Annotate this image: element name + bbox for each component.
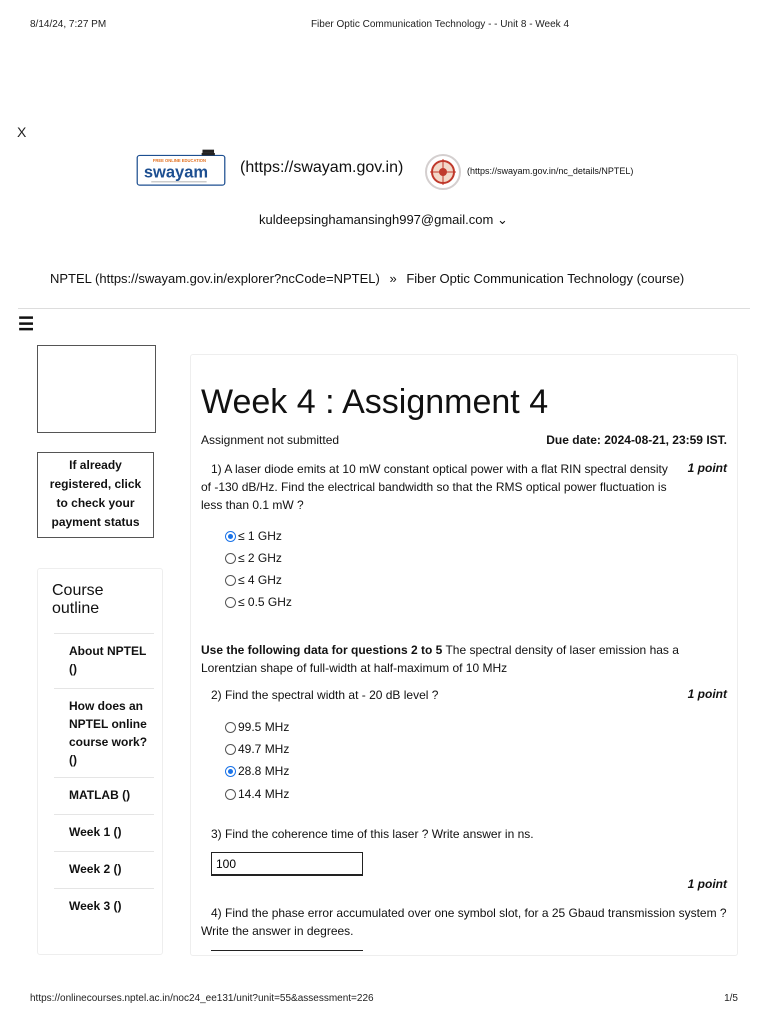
question-1-text: 1) A laser diode emits at 10 mW constant optical power with a flat RIN spectral density of -130 dB/Hz. Find the electrical bandwidth so that the RMS optical power fluctuation is less than 0.1 mW ? xyxy=(201,462,668,512)
header-divider xyxy=(18,308,750,309)
outline-item-matlab[interactable]: MATLAB () xyxy=(54,777,154,814)
radio-selected-icon[interactable] xyxy=(225,531,236,542)
breadcrumb-nptel[interactable]: NPTEL (https://swayam.gov.in/explorer?ncCode=NPTEL) xyxy=(50,271,380,286)
chevron-down-icon: ⌄ xyxy=(496,212,508,227)
swayam-logo[interactable] xyxy=(127,148,235,191)
course-outline xyxy=(37,568,163,955)
radio-icon[interactable] xyxy=(225,722,236,733)
radio-icon[interactable] xyxy=(225,597,236,608)
swayam-logo-word: swayam xyxy=(143,162,209,182)
question-4-answer-input[interactable] xyxy=(211,950,363,951)
swayam-logo-tag: FREE ONLINE EDUCATION xyxy=(152,158,207,164)
question-2-text: 2) Find the spectral width at - 20 dB level ? xyxy=(211,688,439,702)
hamburger-menu-icon[interactable]: ☰ xyxy=(18,314,35,334)
q1-option[interactable]: ≤ 1 GHz xyxy=(225,529,282,543)
sidebar-image-box xyxy=(37,345,156,433)
common-data-text: Use the following data for questions 2 to 5 The spectral density of laser emission has a Lorentzian shape of full-width at half-maximum of 10 MHz xyxy=(201,643,679,675)
question-3-text: 3) Find the coherence time of this laser ? Write answer in ns. xyxy=(211,827,534,841)
q2-option[interactable]: 14.4 MHz xyxy=(225,787,289,801)
print-datetime: 8/14/24, 7:27 PM xyxy=(30,19,107,30)
radio-icon[interactable] xyxy=(225,789,236,800)
q1-option[interactable]: ≤ 2 GHz xyxy=(225,551,282,565)
footer-page: 1/5 xyxy=(724,993,738,1004)
radio-icon[interactable] xyxy=(225,744,236,755)
outline-item-week-2[interactable]: Week 2 () xyxy=(54,851,154,888)
assignment-title: Week 4 : Assignment 4 xyxy=(201,383,549,421)
q1-option[interactable]: ≤ 0.5 GHz xyxy=(225,595,292,609)
q2-option[interactable]: 49.7 MHz xyxy=(225,742,289,756)
question-3-answer-input[interactable] xyxy=(211,852,363,876)
outline-item-week-1[interactable]: Week 1 () xyxy=(54,814,154,851)
breadcrumb xyxy=(50,271,684,286)
breadcrumb-separator: » xyxy=(389,271,397,286)
outline-item-about-nptel[interactable]: About NPTEL () xyxy=(54,633,154,688)
question-2-points: 1 point xyxy=(687,687,727,701)
outline-item-how-it-works[interactable]: How does an NPTEL online course work? () xyxy=(54,688,154,777)
q2-option[interactable]: 28.8 MHz xyxy=(225,764,289,778)
q1-option[interactable]: ≤ 4 GHz xyxy=(225,573,282,587)
swayam-link[interactable]: (https://swayam.gov.in) xyxy=(240,159,404,176)
question-1-points: 1 point xyxy=(687,461,727,475)
q2-option[interactable]: 99.5 MHz xyxy=(225,720,289,734)
due-date: Due date: 2024-08-21, 23:59 IST. xyxy=(546,433,727,447)
user-menu[interactable] xyxy=(259,212,508,228)
close-button[interactable]: X xyxy=(17,124,27,140)
footer-url: https://onlinecourses.nptel.ac.in/noc24_ee131/unit?unit=55&assessment=226 xyxy=(30,993,374,1004)
outline-title: Course outline xyxy=(52,582,104,617)
payment-status-button[interactable]: If already registered, click to check your payment status xyxy=(37,452,154,538)
assignment-status: Assignment not submitted xyxy=(201,433,340,447)
user-email: kuldeepsinghamansingh997@gmail.com xyxy=(259,212,494,227)
radio-selected-icon[interactable] xyxy=(225,766,236,777)
print-title: Fiber Optic Communication Technology - - Unit 8 - Week 4 xyxy=(310,19,570,30)
question-4-text: 4) Find the phase error accumulated over one symbol slot, for a 25 Gbaud transmission system ? Write the answer in degrees. xyxy=(201,906,727,938)
question-3-points: 1 point xyxy=(687,877,727,891)
radio-icon[interactable] xyxy=(225,575,236,586)
outline-item-week-3[interactable]: Week 3 () xyxy=(54,888,154,925)
radio-icon[interactable] xyxy=(225,553,236,564)
nptel-logo[interactable] xyxy=(424,153,462,196)
nptel-link[interactable]: (https://swayam.gov.in/nc_details/NPTEL) xyxy=(467,166,634,176)
breadcrumb-course[interactable]: Fiber Optic Communication Technology (course) xyxy=(406,271,685,286)
